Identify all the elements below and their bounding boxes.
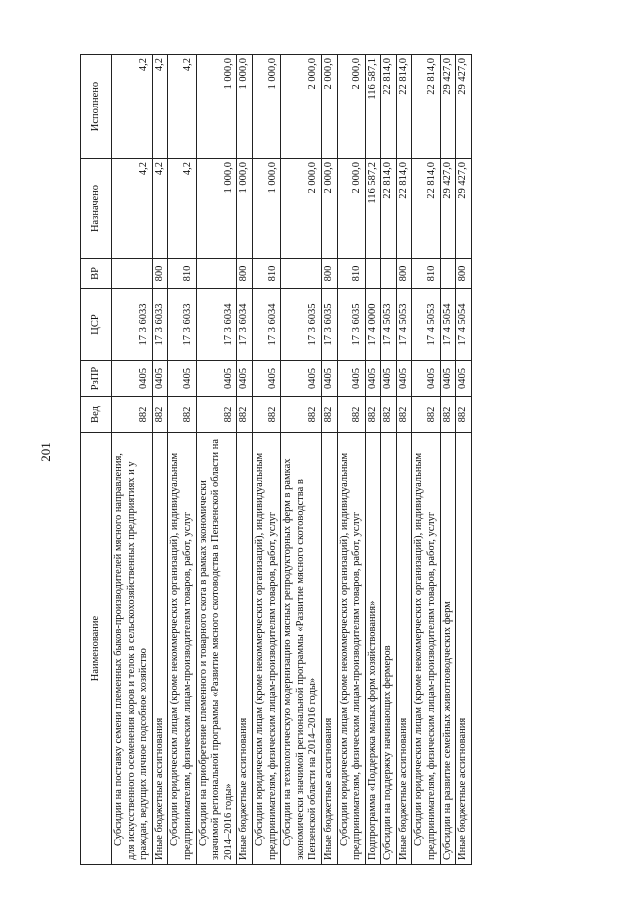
table-row bbox=[381, 55, 397, 865]
cell-csr: 17 4 0000 bbox=[365, 289, 381, 361]
cell-vr bbox=[112, 259, 153, 289]
cell-name: Субсидии на технологическую модернизацию мясных репродукторных ферм в рамках экономически значимой региональной программы «Развитие мясного скотоводства в Пензенской области на 2014–2016 годы» bbox=[281, 433, 322, 865]
cell-executed: 4,2 bbox=[112, 55, 153, 159]
cell-executed: 22 814,0 bbox=[412, 55, 440, 159]
cell-rzpr: 0405 bbox=[112, 361, 153, 397]
cell-csr: 17 3 6035 bbox=[321, 289, 337, 361]
cell-name: Субсидии на поставку семени племенных быков-производителей мясного направления, для искусственного осеменения коров и телок в сельскохозяйственных предприятиях и у граждан, ведущих личное подсобное хозяйство bbox=[112, 433, 153, 865]
cell-ved: 882 bbox=[152, 397, 168, 433]
cell-name: Субсидии на поддержку начинающих фермеров bbox=[381, 433, 397, 865]
cell-name: Субсидии на приобретение племенного и товарного скота в рамках экономически значимой региональной программы «Развитие мясного скотоводства в Пензенской области на 2014–2016 годы» bbox=[196, 433, 237, 865]
cell-csr: 17 3 6034 bbox=[252, 289, 280, 361]
cell-assigned: 22 814,0 bbox=[381, 159, 397, 259]
cell-rzpr: 0405 bbox=[412, 361, 440, 397]
cell-ved: 882 bbox=[196, 397, 237, 433]
table-row bbox=[440, 55, 456, 865]
cell-assigned: 2 000,0 bbox=[337, 159, 365, 259]
page-number: 201 bbox=[38, 442, 53, 462]
cell-ved: 882 bbox=[168, 397, 196, 433]
cell-executed: 29 427,0 bbox=[456, 55, 472, 159]
table-row bbox=[252, 55, 280, 865]
cell-rzpr: 0405 bbox=[456, 361, 472, 397]
cell-executed: 4,2 bbox=[168, 55, 196, 159]
cell-assigned: 29 427,0 bbox=[440, 159, 456, 259]
cell-name: Иные бюджетные ассигнования bbox=[152, 433, 168, 865]
cell-ved: 882 bbox=[365, 397, 381, 433]
header-executed: Исполнено bbox=[81, 55, 112, 159]
cell-ved: 882 bbox=[112, 397, 153, 433]
cell-csr: 17 4 5053 bbox=[381, 289, 397, 361]
header-vr: ВР bbox=[81, 259, 112, 289]
cell-rzpr: 0405 bbox=[168, 361, 196, 397]
cell-csr: 17 3 6033 bbox=[112, 289, 153, 361]
table-row bbox=[152, 55, 168, 865]
cell-csr: 17 4 5053 bbox=[412, 289, 440, 361]
cell-name: Подпрограмма «Поддержка малых форм хозяйствования» bbox=[365, 433, 381, 865]
cell-vr: 810 bbox=[252, 259, 280, 289]
cell-ved: 882 bbox=[396, 397, 412, 433]
cell-csr: 17 4 5054 bbox=[440, 289, 456, 361]
cell-executed: 2 000,0 bbox=[281, 55, 322, 159]
cell-csr: 17 3 6033 bbox=[152, 289, 168, 361]
cell-rzpr: 0405 bbox=[281, 361, 322, 397]
cell-ved: 882 bbox=[456, 397, 472, 433]
table-row bbox=[412, 55, 440, 865]
cell-ved: 882 bbox=[281, 397, 322, 433]
table-row bbox=[396, 55, 412, 865]
cell-vr: 810 bbox=[168, 259, 196, 289]
cell-vr bbox=[196, 259, 237, 289]
cell-executed: 2 000,0 bbox=[321, 55, 337, 159]
cell-assigned: 1 000,0 bbox=[252, 159, 280, 259]
cell-assigned: 4,2 bbox=[168, 159, 196, 259]
cell-csr: 17 3 6035 bbox=[281, 289, 322, 361]
cell-vr bbox=[281, 259, 322, 289]
cell-assigned: 2 000,0 bbox=[281, 159, 322, 259]
cell-executed: 22 814,0 bbox=[396, 55, 412, 159]
table-row bbox=[365, 55, 381, 865]
cell-name: Субсидии юридическим лицам (кроме некоммерческих организаций), индивидуальным предпринимателям, физическим лицам-производителям товаров, работ, услуг bbox=[412, 433, 440, 865]
cell-ved: 882 bbox=[237, 397, 253, 433]
table-row bbox=[168, 55, 196, 865]
cell-assigned: 1 000,0 bbox=[237, 159, 253, 259]
cell-rzpr: 0405 bbox=[252, 361, 280, 397]
cell-vr: 810 bbox=[412, 259, 440, 289]
cell-assigned: 29 427,0 bbox=[456, 159, 472, 259]
cell-assigned: 22 814,0 bbox=[396, 159, 412, 259]
cell-ved: 882 bbox=[337, 397, 365, 433]
cell-csr: 17 4 5053 bbox=[396, 289, 412, 361]
cell-vr bbox=[381, 259, 397, 289]
cell-assigned: 1 000,0 bbox=[196, 159, 237, 259]
table-row bbox=[321, 55, 337, 865]
cell-rzpr: 0405 bbox=[237, 361, 253, 397]
cell-csr: 17 3 6035 bbox=[337, 289, 365, 361]
budget-table bbox=[80, 54, 472, 865]
cell-rzpr: 0405 bbox=[337, 361, 365, 397]
cell-ved: 882 bbox=[252, 397, 280, 433]
cell-csr: 17 3 6034 bbox=[237, 289, 253, 361]
cell-assigned: 4,2 bbox=[112, 159, 153, 259]
cell-vr bbox=[365, 259, 381, 289]
cell-assigned: 2 000,0 bbox=[321, 159, 337, 259]
cell-ved: 882 bbox=[381, 397, 397, 433]
cell-rzpr: 0405 bbox=[152, 361, 168, 397]
cell-executed: 1 000,0 bbox=[196, 55, 237, 159]
cell-name: Субсидии юридическим лицам (кроме некоммерческих организаций), индивидуальным предпринимателям, физическим лицам-производителям товаров, работ, услуг bbox=[252, 433, 280, 865]
cell-executed: 2 000,0 bbox=[337, 55, 365, 159]
cell-vr: 800 bbox=[237, 259, 253, 289]
cell-rzpr: 0405 bbox=[196, 361, 237, 397]
cell-ved: 882 bbox=[321, 397, 337, 433]
cell-executed: 29 427,0 bbox=[440, 55, 456, 159]
cell-name: Субсидии юридическим лицам (кроме некоммерческих организаций), индивидуальным предпринимателям, физическим лицам-производителям товаров, работ, услуг bbox=[168, 433, 196, 865]
header-ved: Вед bbox=[81, 397, 112, 433]
cell-executed: 1 000,0 bbox=[237, 55, 253, 159]
header-rzpr: РзПР bbox=[81, 361, 112, 397]
cell-rzpr: 0405 bbox=[365, 361, 381, 397]
cell-vr: 800 bbox=[456, 259, 472, 289]
header-assigned: Назначено bbox=[81, 159, 112, 259]
table-row bbox=[281, 55, 322, 865]
cell-name: Субсидии на развитие семейных животноводческих ферм bbox=[440, 433, 456, 865]
table-row bbox=[196, 55, 237, 865]
header-name: Наименование bbox=[81, 433, 112, 865]
cell-rzpr: 0405 bbox=[440, 361, 456, 397]
cell-executed: 1 000,0 bbox=[252, 55, 280, 159]
cell-vr: 800 bbox=[321, 259, 337, 289]
cell-vr: 810 bbox=[337, 259, 365, 289]
rotated-table-container bbox=[80, 55, 580, 865]
cell-ved: 882 bbox=[412, 397, 440, 433]
cell-ved: 882 bbox=[440, 397, 456, 433]
cell-name: Субсидии юридическим лицам (кроме некоммерческих организаций), индивидуальным предпринимателям, физическим лицам-производителям товаров, работ, услуг bbox=[337, 433, 365, 865]
cell-executed: 4,2 bbox=[152, 55, 168, 159]
cell-csr: 17 3 6033 bbox=[168, 289, 196, 361]
cell-rzpr: 0405 bbox=[321, 361, 337, 397]
table-body bbox=[112, 55, 472, 865]
table-row bbox=[112, 55, 153, 865]
table-row bbox=[456, 55, 472, 865]
cell-rzpr: 0405 bbox=[396, 361, 412, 397]
table-row bbox=[337, 55, 365, 865]
cell-name: Иные бюджетные ассигнования bbox=[396, 433, 412, 865]
cell-rzpr: 0405 bbox=[381, 361, 397, 397]
cell-csr: 17 4 5054 bbox=[456, 289, 472, 361]
cell-name: Иные бюджетные ассигнования bbox=[321, 433, 337, 865]
cell-vr bbox=[440, 259, 456, 289]
cell-csr: 17 3 6034 bbox=[196, 289, 237, 361]
cell-vr: 800 bbox=[396, 259, 412, 289]
cell-assigned: 116 587,2 bbox=[365, 159, 381, 259]
header-csr: ЦСР bbox=[81, 289, 112, 361]
cell-assigned: 4,2 bbox=[152, 159, 168, 259]
cell-executed: 116 587,1 bbox=[365, 55, 381, 159]
cell-executed: 22 814,0 bbox=[381, 55, 397, 159]
cell-name: Иные бюджетные ассигнования bbox=[456, 433, 472, 865]
cell-assigned: 22 814,0 bbox=[412, 159, 440, 259]
header-row bbox=[81, 55, 112, 865]
cell-name: Иные бюджетные ассигнования bbox=[237, 433, 253, 865]
table-row bbox=[237, 55, 253, 865]
cell-vr: 800 bbox=[152, 259, 168, 289]
